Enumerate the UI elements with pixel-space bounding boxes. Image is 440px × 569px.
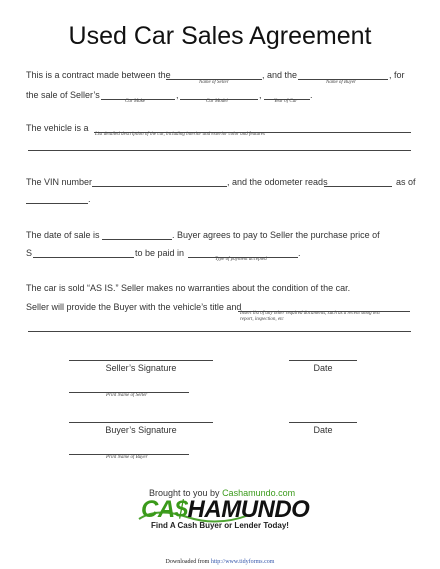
buyer-name-hint: Name of Buyer	[326, 80, 356, 85]
vehicle-description-hint: List detailed description of the car, including interior and exterior color and features	[95, 132, 265, 137]
buyer-print-name-hint: Print Name of Buyer	[106, 455, 148, 460]
buyer-signature-line[interactable]	[69, 413, 213, 423]
price-prefix-text: S	[26, 248, 33, 258]
comma-text: ,	[259, 90, 262, 100]
buyer-date-line[interactable]	[289, 413, 357, 423]
documents-hint: Insert list of any other required documents, such as a recent smog test	[240, 311, 380, 316]
logo-part-dollar: $	[174, 496, 188, 523]
car-model-hint: Car Model	[206, 99, 228, 104]
logo-part-hamundo: HAMUNDO	[187, 496, 310, 523]
seller-signature-label: Seller’s Signature	[105, 363, 177, 373]
period-text: .	[88, 194, 91, 204]
vin-text: The VIN number	[26, 177, 93, 187]
car-make-hint: Car Make	[125, 99, 146, 104]
cashamundo-logo	[137, 496, 310, 524]
paid-in-text: to be paid in	[135, 248, 185, 258]
sale-date-field[interactable]	[102, 230, 172, 240]
footer-prefix: Downloaded from	[165, 559, 210, 565]
comma-text: ,	[176, 90, 179, 100]
seller-name-hint: Name of Seller	[199, 80, 229, 85]
seller-date-label: Date	[313, 363, 333, 373]
as-of-text: as of	[396, 177, 416, 187]
buyer-signature-label: Buyer’s Signature	[105, 425, 177, 435]
download-footer	[0, 559, 440, 565]
seller-date-line[interactable]	[289, 351, 357, 361]
seller-name-field[interactable]	[166, 70, 262, 80]
brought-prefix: Brought to you by	[149, 488, 220, 498]
car-year-hint: Year of Car	[274, 99, 298, 104]
period-text: .	[310, 90, 313, 100]
seller-print-name-hint: Print Name of Seller	[106, 393, 148, 398]
period-text: .	[298, 248, 301, 258]
buyer-date-label: Date	[313, 425, 333, 435]
purchase-price-text: . Buyer agrees to pay to Seller the purchase price of	[172, 230, 380, 240]
vehicle-is-text: The vehicle is a	[26, 123, 89, 133]
as-is-text: The car is sold “AS IS.” Seller makes no warranties about the condition of the car.	[26, 283, 351, 293]
documents-hint-2: report, inspection, etc	[240, 317, 284, 322]
date-of-sale-text: The date of sale is	[26, 230, 100, 240]
title-documents-text: Seller will provide the Buyer with the vehicle’s title and	[26, 302, 242, 312]
contract-for-text: , for	[389, 70, 405, 80]
contract-intro-text: This is a contract made between the	[26, 70, 171, 80]
document-title: Used Car Sales Agreement	[68, 22, 372, 50]
contract-and-text: , and the	[262, 70, 298, 80]
documents-field-2[interactable]	[28, 322, 411, 332]
tidyforms-link[interactable]: http://www.tidyforms.com	[210, 559, 275, 565]
sale-of-text: the sale of Seller’s	[26, 90, 100, 100]
buyer-name-field[interactable]	[298, 70, 388, 80]
seller-signature-line[interactable]	[69, 351, 213, 361]
cashamundo-link[interactable]: Cashamundo.com	[222, 488, 296, 498]
odometer-field[interactable]	[324, 177, 392, 187]
seller-print-name-line[interactable]	[69, 383, 189, 393]
payment-type-hint: Type of payment accepted	[215, 257, 267, 262]
cashamundo-logo-text	[141, 496, 309, 524]
vehicle-description-field-2[interactable]	[28, 141, 411, 151]
odometer-text: , and the odometer reads	[227, 177, 328, 187]
vin-field[interactable]	[92, 177, 227, 187]
buyer-print-name-line[interactable]	[69, 445, 189, 455]
logo-part-ca: CA	[141, 496, 175, 523]
purchase-price-field[interactable]	[33, 248, 134, 258]
odometer-date-field[interactable]	[26, 194, 88, 204]
cashamundo-tagline: Find A Cash Buyer or Lender Today!	[151, 521, 289, 530]
